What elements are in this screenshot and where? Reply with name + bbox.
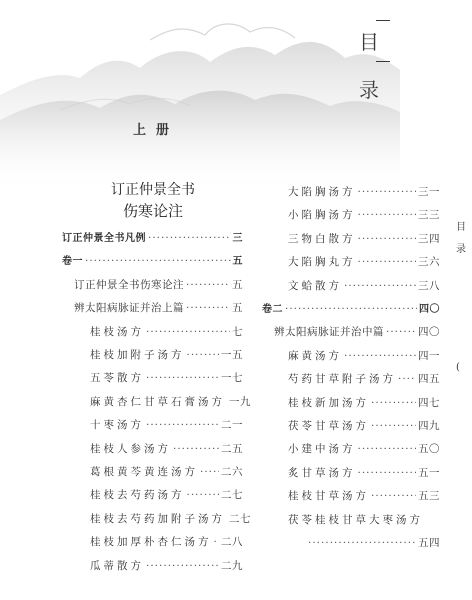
- toc-entry[interactable]: [74, 277, 243, 293]
- toc-entry-title: 大陷胸丸方: [288, 256, 356, 269]
- toc-leader-dots: [358, 465, 417, 481]
- toc-leader-dots: [398, 371, 416, 387]
- toc-entry-page: 二九: [221, 559, 243, 572]
- toc-entry-title: 桂枝人参汤方: [90, 442, 171, 455]
- mulu-rule-top: [376, 20, 390, 21]
- mulu-rule-middle: [376, 61, 390, 62]
- toc-entry-title: 茯苓桂枝甘草大枣汤方: [288, 513, 423, 526]
- toc-entry-page: 四五: [418, 373, 440, 386]
- ink-mountain-illustration: [0, 0, 472, 190]
- toc-entry-page: 五一: [418, 466, 440, 479]
- volume-label: 上册: [133, 123, 180, 138]
- toc-entry-page: 五〇: [418, 443, 440, 456]
- toc-entry-page: 三一: [418, 186, 440, 198]
- toc-entry-title: 订正仲景全书伤寒论注: [74, 278, 184, 291]
- toc-entry-page: 一九: [229, 395, 251, 408]
- toc-entry[interactable]: [90, 394, 251, 410]
- toc-entry-title: 桂枝加附子汤方: [90, 349, 185, 361]
- toc-entry[interactable]: [288, 254, 440, 270]
- toc-leader-dots: [187, 487, 220, 503]
- toc-entry-page: 二六: [221, 466, 243, 478]
- toc-leader-dots: [146, 324, 230, 340]
- side-mark-2: 录: [456, 244, 466, 255]
- toc-entry-title: 茯苓甘草汤方: [288, 420, 369, 432]
- toc-leader-dots: [358, 254, 417, 270]
- toc-entry[interactable]: [90, 441, 243, 457]
- toc-entry[interactable]: [288, 488, 440, 504]
- toc-leader-dots: [358, 441, 417, 457]
- section-title: 伤寒论注: [122, 202, 183, 220]
- toc-leader-dots: [148, 230, 231, 246]
- toc-entry[interactable]: [90, 464, 243, 480]
- toc-leader-dots: [186, 277, 230, 293]
- toc-entry-title: 瓜蒂散方: [90, 559, 144, 572]
- toc-entry-page: 二一: [221, 419, 243, 432]
- toc-entry-page: 五四: [418, 537, 440, 549]
- toc-entry-title: 小建中汤方: [288, 443, 356, 456]
- toc-entry-page: 二八: [221, 536, 243, 549]
- toc-entry-page: 三八: [418, 279, 440, 292]
- toc-entry[interactable]: [90, 417, 243, 433]
- side-mark-1: 目: [456, 222, 466, 233]
- side-mark-3: (: [456, 362, 460, 373]
- toc-entry[interactable]: [74, 300, 243, 316]
- toc-entry-title: 麻黄汤方: [288, 349, 342, 362]
- toc-entry[interactable]: [90, 370, 243, 386]
- toc-entry-page: 五: [232, 278, 243, 291]
- toc-entry-page: 五: [232, 256, 243, 268]
- toc-entry[interactable]: [288, 418, 440, 434]
- mulu-char-2: 录: [359, 78, 379, 102]
- toc-leader-dots: [358, 207, 417, 223]
- toc-entry-title: 炙甘草汤方: [288, 466, 356, 479]
- book-title: 订正仲景全书: [111, 182, 195, 198]
- toc-entry[interactable]: [62, 253, 243, 269]
- toc-leader-dots: [344, 348, 416, 364]
- toc-entry[interactable]: [288, 441, 440, 457]
- toc-entry-title: 辨太阳病脉证并治中篇: [274, 326, 384, 339]
- toc-entry[interactable]: [288, 465, 440, 481]
- toc-entry[interactable]: [288, 348, 440, 364]
- toc-entry-title: 五苓散方: [90, 372, 144, 385]
- toc-entry[interactable]: [288, 207, 440, 223]
- toc-entry-title: 桂枝去芍药加附子汤方: [90, 512, 225, 525]
- toc-entry-title: 卷二: [262, 304, 283, 315]
- toc-entry-page: 四〇: [419, 304, 440, 315]
- toc-entry[interactable]: [288, 371, 440, 387]
- toc-leader-dots: [358, 184, 417, 200]
- toc-entry-page: 三: [232, 233, 243, 244]
- toc-entry-title: 订正仲景全书凡例: [62, 233, 146, 244]
- toc-entry-title: 辨太阳病脉证并治上篇: [74, 302, 184, 315]
- toc-entry-title: 文蛤散方: [288, 279, 342, 292]
- toc-entry-title: 卷一: [62, 256, 83, 268]
- toc-entry-page: 二七: [221, 489, 243, 502]
- toc-entry[interactable]: [288, 184, 440, 200]
- toc-entry-page: 四〇: [418, 326, 440, 339]
- toc-entry[interactable]: [288, 231, 440, 247]
- toc-entry[interactable]: [262, 301, 440, 317]
- toc-entry-title: 桂枝汤方: [90, 325, 144, 338]
- toc-leader-dots: [186, 300, 230, 316]
- toc-entry[interactable]: [288, 278, 440, 294]
- toc-entry-page: 二七: [229, 512, 251, 525]
- toc-leader-dots: [371, 418, 416, 434]
- toc-entry-page: 四一: [418, 349, 440, 362]
- toc-entry-page: 三四: [418, 232, 440, 245]
- toc-entry-page: 三六: [418, 256, 440, 269]
- toc-entry[interactable]: [90, 511, 251, 527]
- toc-entry-page: 五三: [418, 490, 440, 503]
- toc-leader-dots: [344, 278, 416, 294]
- toc-entry-page: 四七: [418, 396, 440, 409]
- toc-entry[interactable]: [90, 534, 243, 550]
- toc-entry[interactable]: [90, 324, 243, 340]
- toc-leader-dots: [146, 558, 219, 574]
- toc-entry-page: 七: [232, 325, 243, 338]
- toc-leader-dots: [386, 324, 416, 340]
- toc-leader-dots: [308, 535, 416, 551]
- toc-entry-title: 桂枝甘草汤方: [288, 490, 369, 503]
- toc-entry[interactable]: [90, 487, 243, 503]
- toc-leader-dots: [285, 301, 417, 317]
- toc-entry-title: 大陷胸汤方: [288, 186, 356, 198]
- toc-entry-title: 十枣汤方: [90, 419, 144, 432]
- toc-entry-title: 三物白散方: [288, 232, 356, 245]
- toc-entry-title: 桂枝加厚朴杏仁汤方: [90, 536, 212, 549]
- toc-entry-title: 桂枝新加汤方: [288, 396, 369, 409]
- toc-entry-page: 五: [232, 302, 243, 315]
- toc-entry-page: 四九: [418, 420, 440, 432]
- toc-leader-dots: [85, 253, 231, 269]
- mulu-char-1: 目: [359, 30, 379, 54]
- toc-leader-dots: [358, 231, 417, 247]
- toc-leader-dots: [214, 534, 220, 550]
- toc-entry[interactable]: [288, 512, 472, 528]
- toc-entry-title: 葛根黄芩黄连汤方: [90, 466, 198, 478]
- toc-entry-page: 一五: [221, 349, 243, 361]
- toc-entry-title: 桂枝去芍药汤方: [90, 489, 185, 502]
- toc-entry-page: 三三: [418, 209, 440, 222]
- toc-entry[interactable]: [90, 558, 243, 574]
- toc-leader-dots: [187, 347, 220, 363]
- toc-entry[interactable]: [62, 230, 243, 246]
- toc-leader-dots: [146, 417, 219, 433]
- toc-entry-title: 麻黄杏仁甘草石膏汤方: [90, 395, 225, 408]
- toc-entry-page: 二五: [221, 442, 243, 455]
- toc-leader-dots: [173, 441, 219, 457]
- toc-entry[interactable]: [288, 395, 440, 411]
- toc-entry-title: 芍药甘草附子汤方: [288, 373, 396, 386]
- toc-leader-dots: [371, 488, 416, 504]
- toc-leader-dots: [371, 395, 416, 411]
- toc-entry[interactable]: [274, 324, 440, 340]
- toc-entry[interactable]: [90, 347, 243, 363]
- toc-entry-page: 一七: [221, 372, 243, 385]
- toc-leader-dots: [200, 464, 219, 480]
- toc-leader-dots: [146, 370, 219, 386]
- toc-entry[interactable]: [306, 535, 440, 551]
- toc-entry-title: 小陷胸汤方: [288, 209, 356, 222]
